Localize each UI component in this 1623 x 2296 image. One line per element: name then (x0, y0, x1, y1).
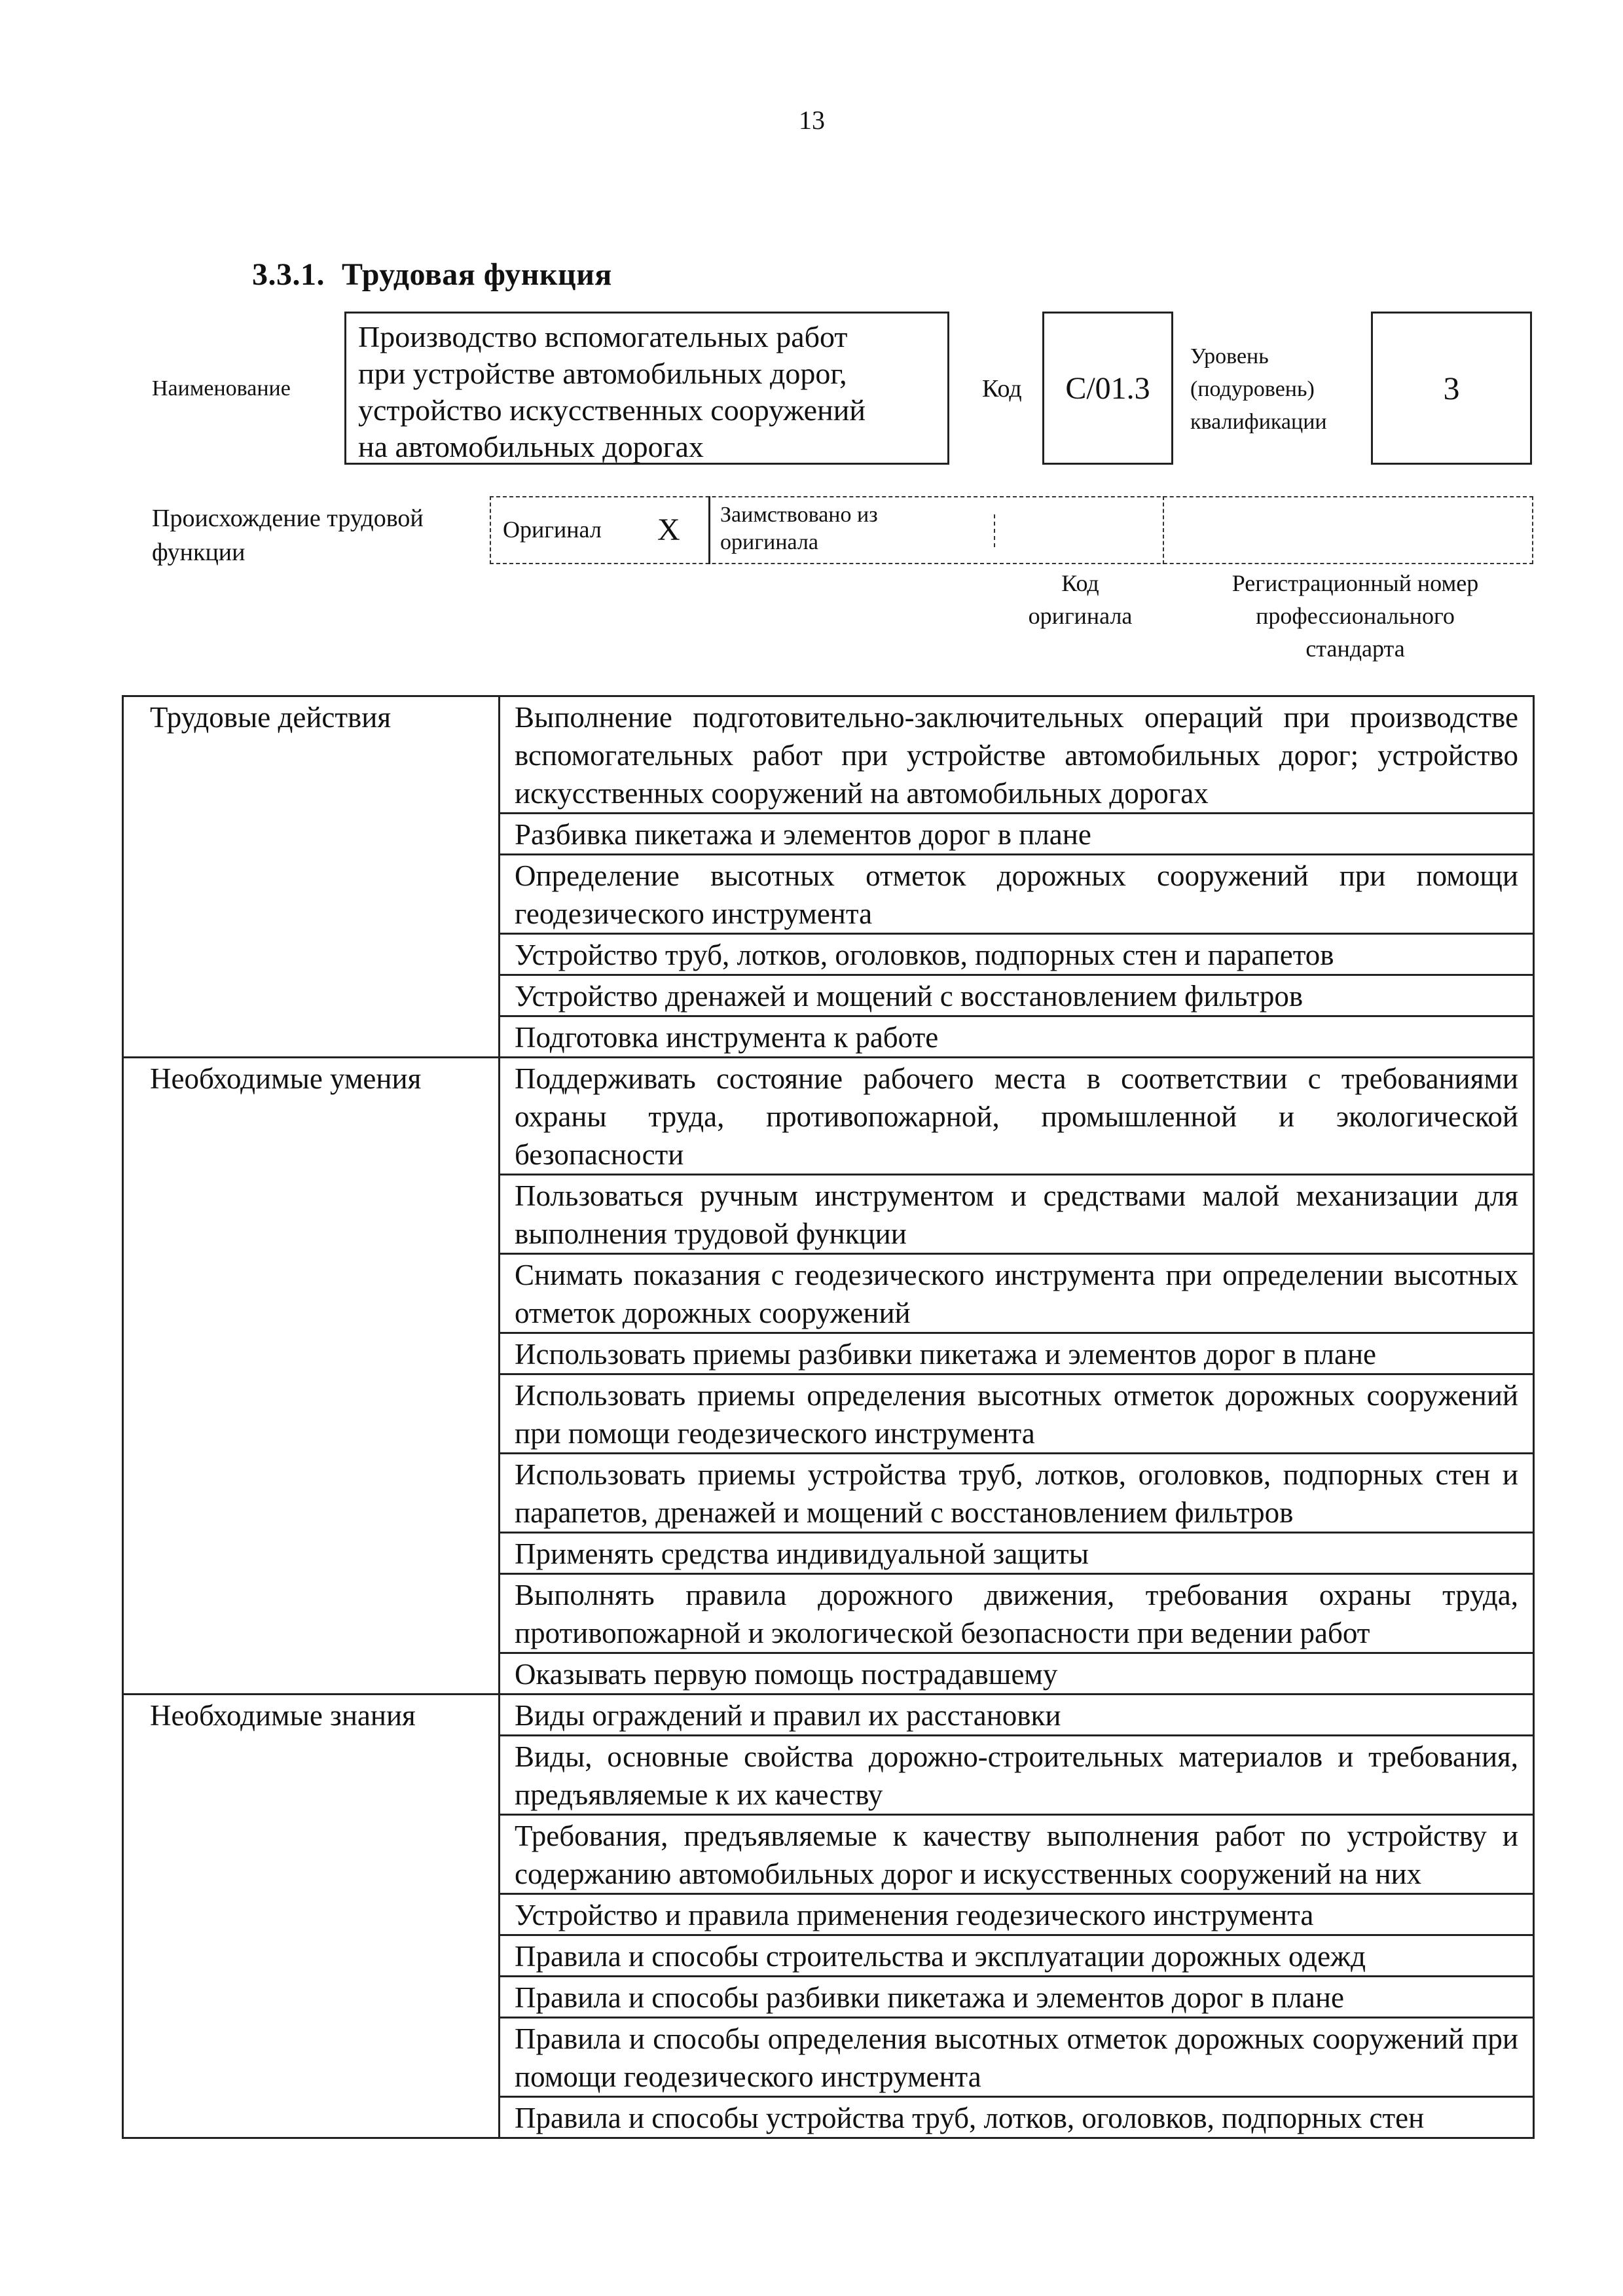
function-name-line: Производство вспомогательных работ (358, 320, 848, 353)
function-name-line: на автомобильных дорогах (358, 430, 704, 463)
name-label: Наименование (152, 376, 291, 401)
caption-line: Регистрационный номер (1231, 570, 1479, 596)
item-cell: Устройство труб, лотков, оголовков, подпорных стен и парапетов (500, 934, 1534, 975)
item-cell: Подготовка инструмента к работе (500, 1016, 1534, 1058)
item-cell: Снимать показания с геодезического инструмента при определении высотных отметок дорожных сооружений (500, 1254, 1534, 1333)
item-cell: Поддерживать состояние рабочего места в соответствии с требованиями охраны труда, противопожарной, промышленной и экологической безопасности (500, 1058, 1534, 1175)
item-cell: Использовать приемы определения высотных отметок дорожных сооружений при помощи геодезического инструмента (500, 1374, 1534, 1454)
origin-divider (1163, 496, 1164, 564)
category-cell: Трудовые действия (123, 696, 500, 1058)
function-name-line: при устройстве автомобильных дорог, (358, 357, 847, 390)
origin-row (490, 496, 1533, 564)
registration-number-caption (1178, 567, 1532, 665)
function-name-box (344, 312, 949, 465)
origin-row-left-border (490, 496, 491, 564)
item-cell: Правила и способы разбивки пикетажа и элементов дорог в плане (500, 1977, 1534, 2018)
borrowed-label-line: Заимствовано из (720, 503, 878, 527)
labor-function-table (122, 695, 1535, 2139)
item-cell: Пользоваться ручным инструментом и средствами малой механизации для выполнения трудовой функции (500, 1175, 1534, 1254)
item-cell: Требования, предъявляемые к качеству выполнения работ по устройству и содержанию автомобильных дорог и искусственных сооружений на них (500, 1815, 1534, 1894)
table-row (123, 1695, 1534, 1736)
origin-divider (994, 514, 995, 547)
item-cell: Правила и способы определения высотных отметок дорожных сооружений при помощи геодезического инструмента (500, 2018, 1534, 2097)
table-row (123, 1058, 1534, 1175)
origin-row-right-border (1532, 496, 1533, 564)
level-label-line: квалификации (1190, 410, 1327, 434)
item-cell: Правила и способы строительства и эксплуатации дорожных одежд (500, 1935, 1534, 1977)
item-cell: Разбивка пикетажа и элементов дорог в плане (500, 814, 1534, 855)
item-cell: Выполнять правила дорожного движения, требования охраны труда, противопожарной и экологической безопасности при ведении работ (500, 1574, 1534, 1653)
caption-line: профессионального (1256, 603, 1455, 629)
original-mark: Х (657, 512, 680, 547)
section-title (252, 257, 612, 293)
item-cell: Виды, основные свойства дорожно-строительных материалов и требования, предъявляемые к их качеству (500, 1736, 1534, 1815)
item-cell: Оказывать первую помощь пострадавшему (500, 1653, 1534, 1695)
caption-line: Код (1061, 570, 1099, 596)
item-cell: Устройство и правила применения геодезического инструмента (500, 1894, 1534, 1935)
item-cell: Применять средства индивидуальной защиты (500, 1533, 1534, 1574)
item-cell: Устройство дренажей и мощений с восстановлением фильтров (500, 975, 1534, 1016)
category-cell: Необходимые знания (123, 1695, 500, 2138)
origin-label-line: Происхождение трудовой (152, 505, 424, 532)
function-name-line: устройство искусственных сооружений (358, 393, 866, 427)
item-cell: Использовать приемы разбивки пикетажа и элементов дорог в плане (500, 1333, 1534, 1374)
table-row (123, 696, 1534, 814)
page-number: 13 (799, 105, 825, 135)
origin-row-bottom-border (490, 563, 1533, 564)
origin-label-line: функции (152, 539, 246, 566)
level-label-line: Уровень (1190, 344, 1269, 368)
item-cell: Определение высотных отметок дорожных сооружений при помощи геодезического инструмента (500, 855, 1534, 934)
level-label-line: (подуровень) (1190, 377, 1315, 401)
code-value-box (1042, 312, 1173, 465)
code-value: С/01.3 (1065, 370, 1150, 406)
original-label: Оригинал (503, 516, 602, 543)
item-cell: Виды ограждений и правил их расстановки (500, 1695, 1534, 1736)
qualification-level-box (1371, 312, 1532, 465)
item-cell: Использовать приемы устройства труб, лотков, оголовков, подпорных стен и парапетов, дренажей и мощений с восстановлением фильтров (500, 1454, 1534, 1533)
origin-label (152, 501, 473, 569)
item-cell: Выполнение подготовительно-заключительных операций при производстве вспомогательных работ при устройстве автомобильных дорог; устройство искусственных сооружений на автомобильных дорогах (500, 696, 1534, 814)
borrowed-label-line: оригинала (720, 530, 818, 554)
qualification-level-label (1190, 340, 1327, 439)
category-cell: Необходимые умения (123, 1058, 500, 1695)
item-cell: Правила и способы устройства труб, лотков, оголовков, подпорных стен (500, 2097, 1534, 2138)
caption-line: оригинала (1028, 603, 1133, 629)
origin-divider (708, 496, 710, 564)
section-heading: Трудовая функция (342, 257, 612, 292)
code-label: Код (982, 375, 1022, 403)
origin-row-top-border (490, 496, 1533, 497)
borrowed-label (720, 501, 878, 556)
section-number: 3.3.1. (252, 257, 325, 292)
caption-line: стандарта (1305, 636, 1405, 662)
original-code-caption (1008, 567, 1152, 632)
qualification-level-value: 3 (1443, 370, 1460, 406)
